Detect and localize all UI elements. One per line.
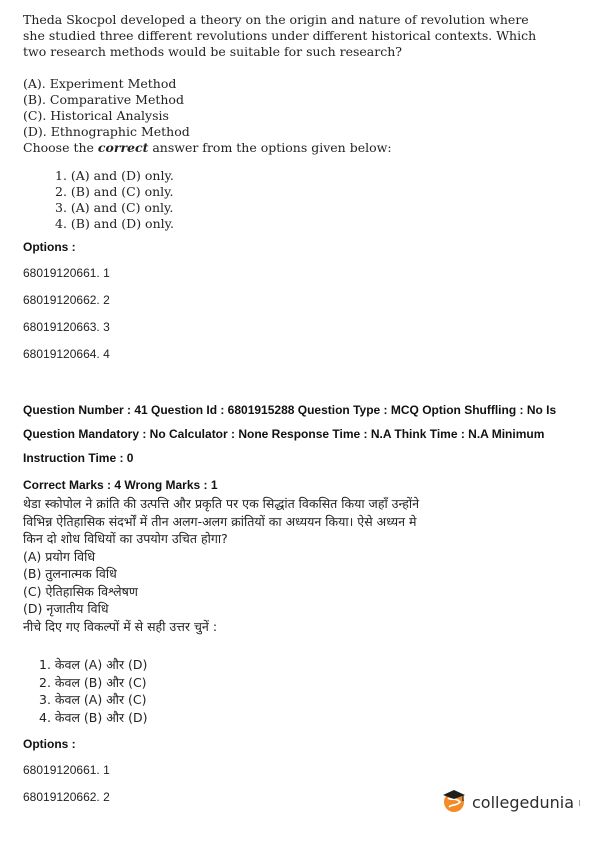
option-id: 68019120664. 4 [23,347,110,361]
choose-instruction [23,140,392,156]
graduation-cap-globe-icon [440,786,468,819]
question-text [23,12,536,60]
statement-item: (D). Ethnographic Method [23,124,190,139]
hindi-question-line: किन दो शोध विधियों का उपयोग उचित होगा? [23,531,228,546]
hindi-statement-item: (D) नृजातीय विधि [23,601,109,616]
logo-suffix: ı [578,796,582,809]
option-id: 68019120661. 1 [23,266,110,280]
answer-choice: 4. (B) and (D) only. [55,216,174,231]
question-meta: Instruction Time : 0 [23,451,134,465]
statement-list [23,76,392,156]
options-label: Options : [23,240,76,254]
choose-suffix: answer from the options given below: [148,140,392,155]
statement-item: (A). Experiment Method [23,76,177,91]
answer-list [55,168,174,232]
question-line: two research methods would be suitable for such research? [23,44,402,59]
choose-prefix: Choose the [23,140,98,155]
hindi-answer-choice: 2. केवल (B) और (C) [39,674,147,690]
collegedunia-logo [440,786,581,819]
statement-item: (C). Historical Analysis [23,108,169,123]
choose-emphasis: correct [97,140,149,155]
marks-info: Correct Marks : 4 Wrong Marks : 1 [23,478,218,492]
answer-choice: 1. (A) and (D) only. [55,168,174,183]
hindi-answer-list [39,656,147,726]
option-id: 68019120662. 2 [23,293,110,307]
hindi-question-text [23,495,419,635]
question-meta: Question Number : 41 Question Id : 6801915288 Question Type : MCQ Option Shuffling : No Is [23,403,557,417]
hindi-statement-item: (C) ऐतिहासिक विश्लेषण [23,583,138,599]
hindi-question-line: थेडा स्कोपोल ने क्रांति की उत्पत्ति और प्रकृति पर एक सिद्धांत विकसित किया जहाँ उन्होंने [23,496,420,511]
options-label: Options : [23,737,76,751]
hindi-answer-choice: 4. केवल (B) और (D) [39,709,148,725]
hindi-question-line: विभिन्न ऐतिहासिक संदर्भों में तीन अलग-अलग क्रांतियों का अध्ययन किया। ऐसे अध्यन मे [23,513,417,529]
option-id: 68019120661. 1 [23,763,110,777]
question-line: Theda Skocpol developed a theory on the origin and nature of revolution where [23,12,529,27]
answer-choice: 2. (B) and (C) only. [55,184,174,199]
answer-choice: 3. (A) and (C) only. [55,200,174,215]
statement-item: (B). Comparative Method [23,92,184,107]
hindi-choose-instruction: नीचे दिए गए विकल्पों में से सही उत्तर चुनें : [23,618,218,634]
hindi-answer-choice: 1. केवल (A) और (D) [39,657,148,672]
option-id: 68019120662. 2 [23,790,110,804]
question-meta: Question Mandatory : No Calculator : None Response Time : N.A Think Time : N.A Minimum [23,427,545,441]
hindi-answer-choice: 3. केवल (A) और (C) [39,692,147,707]
question-line: she studied three different revolutions under different historical contexts. Which [23,28,537,43]
logo-wordmark: collegedunia [472,793,575,812]
hindi-statement-item: (A) प्रयोग विधि [23,548,96,564]
option-id: 68019120663. 3 [23,320,110,334]
hindi-statement-item: (B) तुलनात्मक विधि [23,566,117,581]
